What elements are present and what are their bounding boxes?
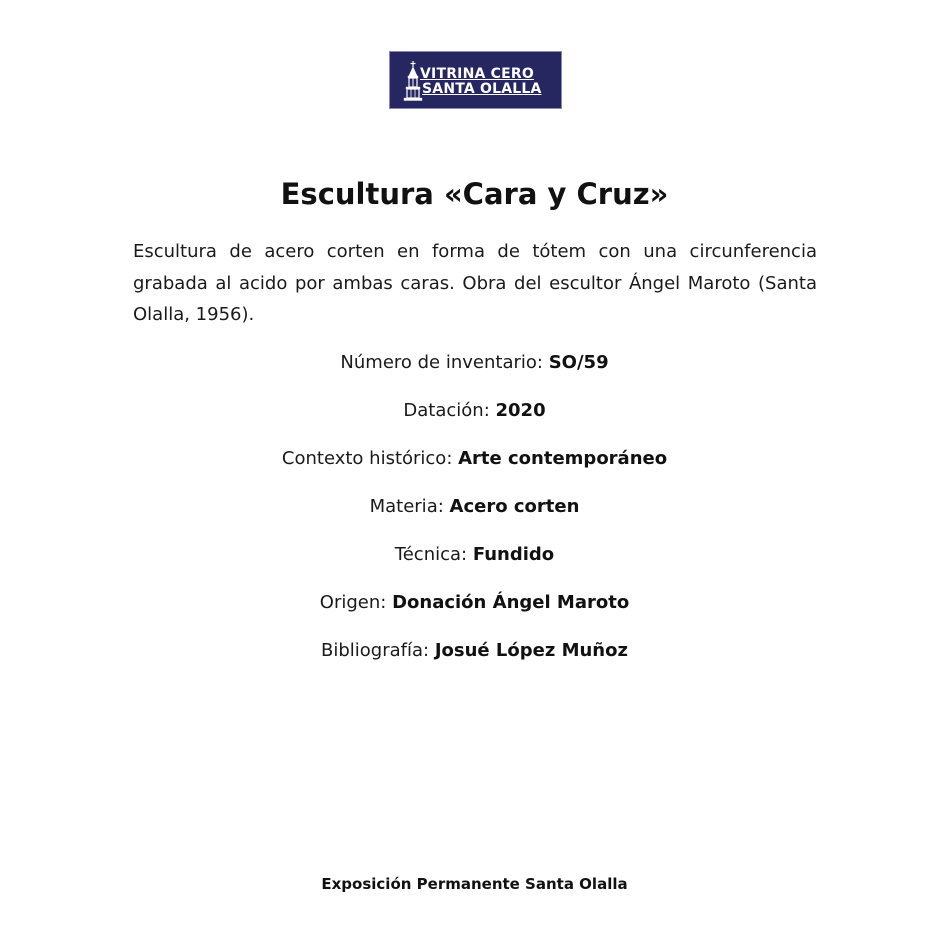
field-origen [0,586,949,634]
field-inventario [0,346,949,394]
field-bibliografia [0,634,949,682]
field-value: Fundido [472,544,555,565]
field-label: Bibliografía: [321,640,430,661]
field-label: Contexto histórico: [281,448,453,469]
vitrina-cero-logo [389,51,562,109]
field-materia [0,490,949,538]
field-datacion [0,394,949,442]
field-value: 2020 [495,400,546,421]
field-value: Josué López Muñoz [434,640,628,661]
logo-line-1: VITRINA CERO [420,66,534,82]
field-value: SO/59 [548,352,609,373]
page-title: Escultura «Cara y Cruz» [280,177,669,211]
field-value: Acero corten [449,496,580,517]
field-label: Origen: [319,592,387,613]
field-label: Materia: [369,496,444,517]
field-value: Arte contemporáneo [458,448,668,469]
fields-list [0,346,949,682]
field-tecnica [0,538,949,586]
footer-text: Exposición Permanente Santa Olalla [321,875,628,893]
field-label: Número de inventario: [340,352,543,373]
field-contexto-historico [0,442,949,490]
description-paragraph: Escultura de acero corten en forma de tótem con una circunferencia grabada al acido por ambas caras. Obra del escultor Ángel Maroto (Santa Olalla, 1956). [133,241,817,325]
field-label: Técnica: [394,544,468,565]
field-label: Datación: [403,400,490,421]
logo-text [420,67,556,97]
logo-line-2: SANTA OLALLA [422,81,542,97]
field-value: Donación Ángel Maroto [392,592,630,613]
